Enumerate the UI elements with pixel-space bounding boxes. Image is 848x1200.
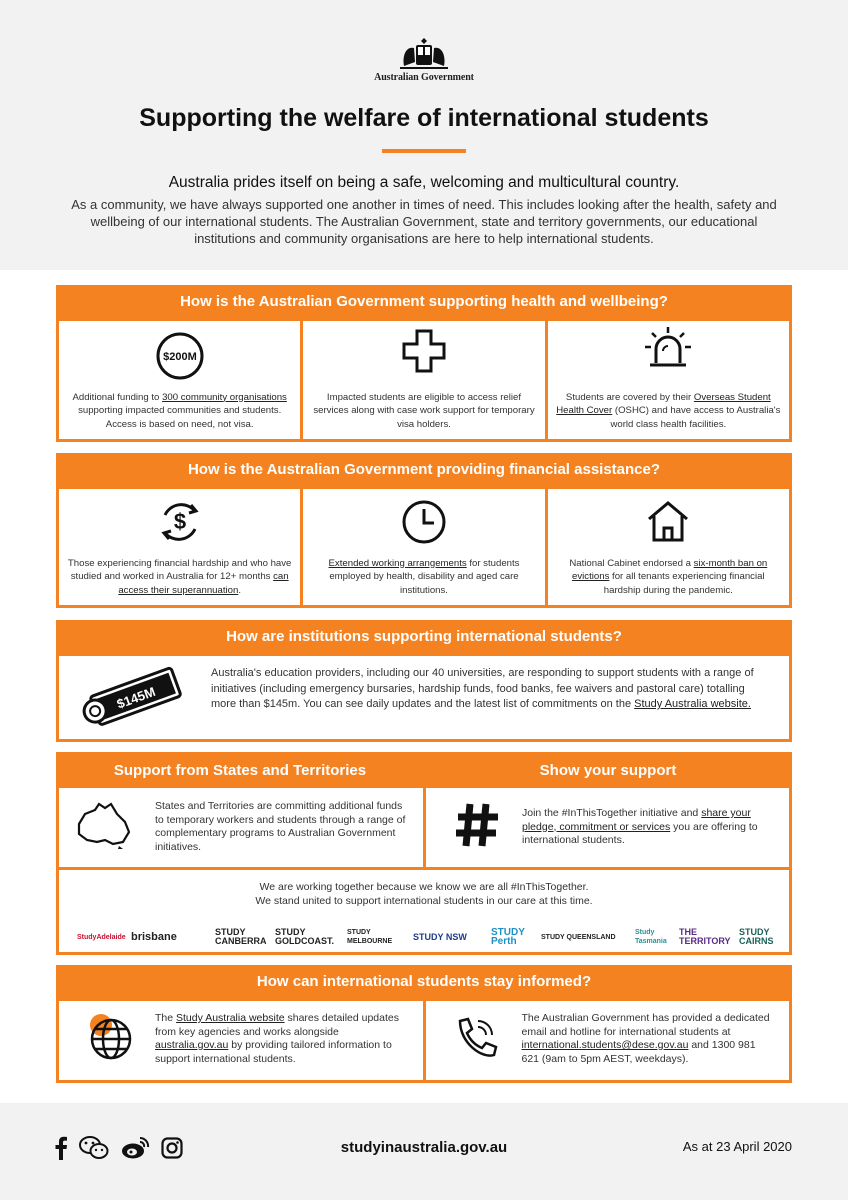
together-card — [59, 870, 789, 952]
footer-site-link[interactable]: studyinaustralia.gov.au — [340, 1139, 508, 1156]
page-title: Supporting the welfare of international students — [139, 104, 709, 132]
emergency-siren-icon — [642, 325, 694, 374]
health-card-relief-text: Impacted students are eligible to access relief services along with case work support for temporary visa holders. — [313, 391, 535, 430]
logo-study-adelaide: StudyAdelaide — [77, 933, 126, 941]
health-card-funding — [59, 321, 300, 439]
intro-text: As a community, we have always supported one another in times of need. This includes looking after the health, safety and wellbeing of our international students. The Australian Government, state and territory governments, our educational institutions and community organisations are here to help international students. — [71, 197, 777, 246]
gov-name: Australian Government — [374, 72, 474, 83]
study-australia-link-inst[interactable]: Study Australia website. — [634, 698, 751, 710]
evictions-link[interactable]: six-month ban on evictions — [572, 557, 768, 582]
health-card-oshc-text: Students are covered by their Overseas Student Health Cover (OSHC) and have access to Australia's world class health facilities. — [556, 391, 781, 430]
share-pledge-link[interactable]: share your pledge, commitment or services — [522, 807, 751, 833]
health-card-funding-text: Additional funding to 300 community organisations supporting impacted communities and students. Access is based on need, not visa. — [72, 391, 287, 430]
financial-card-super — [59, 489, 300, 605]
support-heading: Show your support — [539, 762, 677, 779]
money-roll-icon — [79, 664, 189, 738]
institutions-text: Australia's education providers, including our 40 universities, are responding to support students with a range of initiatives (including emergency bursaries, hardship funds, food banks, fee waivers and pastoral care) totalling more than $145m. You can see daily updates and the latest list of commitments on the Study Australia website. — [211, 667, 754, 710]
title-rule — [382, 149, 466, 153]
financial-card-work-text: Extended working arrangements for students employed by health, disability and aged care institutions. — [328, 557, 520, 596]
financial-card-work — [303, 489, 544, 605]
logo-study-perth: STUDY Perth — [491, 927, 525, 947]
health-card-oshc — [548, 321, 789, 439]
financial-card-super-text: Those experiencing financial hardship and who have studied and worked in Australia for 12+ months can access their superannuation. — [67, 557, 292, 596]
header-panel — [0, 0, 848, 270]
coat-of-arms — [374, 36, 474, 92]
logo-study-tasmania: Study Tasmania — [635, 929, 667, 945]
states-heading: Support from States and Territories — [113, 762, 367, 779]
medical-cross-icon — [400, 327, 448, 380]
health-heading: How is the Australian Government supporting health and wellbeing? — [180, 293, 668, 310]
community-orgs-link[interactable]: 300 community organisations — [162, 391, 287, 403]
australia-gov-link[interactable]: australia.gov.au — [155, 1039, 229, 1051]
coat-of-arms-icon — [396, 36, 452, 70]
logo-study-cairns: STUDY CAIRNS — [739, 927, 774, 946]
institutions-card — [59, 656, 789, 739]
oshc-link[interactable]: Overseas Student Health Cover — [556, 391, 771, 416]
hashtag-icon — [452, 800, 502, 855]
footer-date: As at 23 April 2020 — [682, 1139, 792, 1154]
logo-study-melbourne: STUDY MELBOURNE — [347, 929, 393, 945]
states-card — [59, 788, 423, 867]
states-support-section — [56, 752, 792, 955]
financial-card-evictions-text: National Cabinet endorsed a six-month ban on evictions for all tenants experiencing financial hardship during the pandemic. — [569, 557, 768, 596]
together-line2: We stand united to support international students in our care at this time. — [255, 895, 593, 907]
support-text: Join the #InThisTogether initiative and share your pledge, commitment or services you are offering to international students. — [522, 807, 758, 846]
clock-icon — [401, 499, 447, 550]
working-arrangements-link[interactable]: Extended working arrangements — [328, 557, 467, 569]
informed-card-website — [59, 1001, 423, 1080]
informed-heading: How can international students stay informed? — [256, 973, 592, 990]
partner-logos — [77, 924, 774, 950]
logo-the-territory: THE TERRITORY — [679, 927, 731, 946]
together-line1: We are working together because we know we are all #InThisTogether. — [259, 881, 589, 893]
financial-card-evictions — [548, 489, 789, 605]
financial-section — [56, 453, 792, 608]
phone-icon — [452, 1015, 500, 1066]
house-icon — [645, 499, 691, 548]
australia-map-icon — [75, 800, 133, 855]
logo-brisbane: brisbane — [131, 930, 177, 943]
institutions-badge-text: $145M — [114, 683, 158, 712]
logo-study-canberra: STUDY CANBERRA — [215, 927, 267, 946]
email-link[interactable]: international.students@dese.gov.au — [521, 1039, 689, 1051]
logo-study-goldcoast: STUDY GOLDCOAST. — [275, 927, 335, 946]
funding-badge-text: $200M — [162, 351, 197, 363]
states-text: States and Territories are committing additional funds to temporary workers and students through a range of complementary programs to Australian Government initiatives. — [155, 800, 406, 853]
informed-section — [56, 965, 792, 1083]
financial-heading: How is the Australian Government providing financial assistance? — [187, 461, 661, 478]
health-card-relief — [303, 321, 544, 439]
money-badge-icon — [155, 331, 205, 386]
health-section — [56, 285, 792, 442]
dollar-cycle-icon — [155, 497, 205, 552]
together-text — [59, 880, 789, 908]
lead-text: Australia prides itself on being a safe, welcoming and multicultural country. — [168, 174, 680, 191]
superannuation-link[interactable]: can access their superannuation — [118, 571, 289, 596]
informed-card-hotline — [426, 1001, 790, 1080]
institutions-heading: How are institutions supporting international students? — [226, 628, 622, 645]
logo-study-nsw: STUDY NSW — [413, 931, 467, 942]
informed-hotline-text: The Australian Government has provided a dedicated email and hotline for international students at international.students@dese.gov.au and 1300 981 621 (9am to 5pm AEST, weekdays). — [521, 1012, 770, 1065]
support-card — [426, 788, 789, 867]
svg-text:$: $ — [173, 509, 186, 534]
study-australia-link[interactable]: Study Australia website — [176, 1012, 285, 1024]
globe-icon — [85, 1011, 137, 1070]
institutions-section — [56, 620, 792, 742]
informed-website-text: The Study Australia website shares detailed updates from key agencies and works alongside australia.gov.au by providing tailored information to support international students. — [155, 1012, 399, 1065]
logo-study-queensland: STUDY QUEENSLAND — [541, 933, 616, 941]
